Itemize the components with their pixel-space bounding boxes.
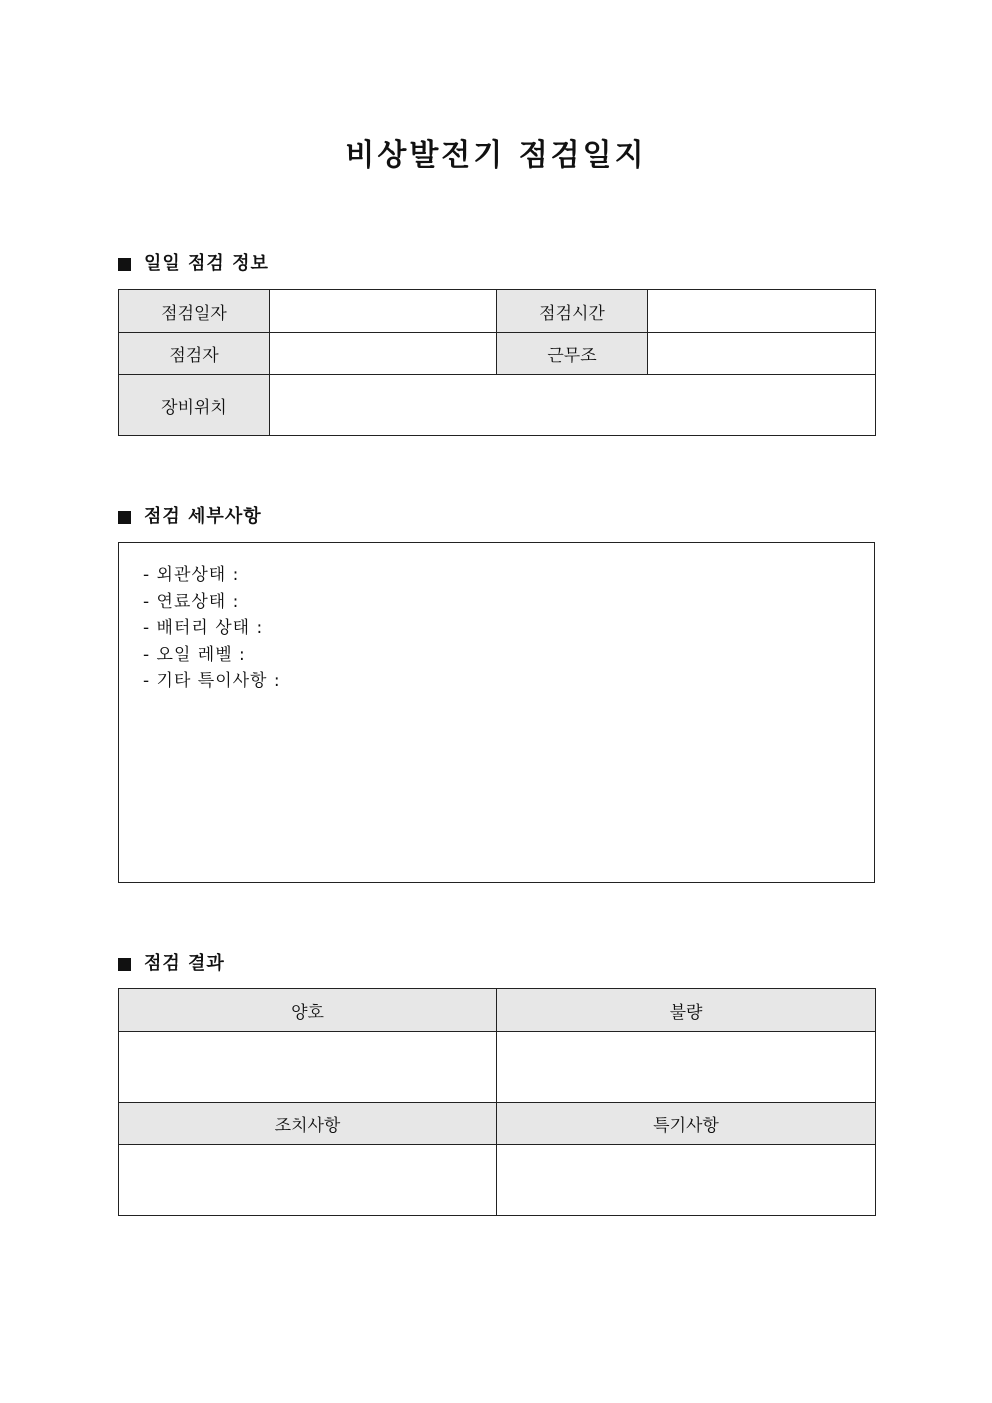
section-heading-daily-info <box>118 251 269 277</box>
list-item-oil-level: - 오일 레벨 : <box>143 644 246 665</box>
details-list <box>119 543 874 695</box>
action-field[interactable] <box>119 1145 497 1216</box>
table-row <box>119 1032 876 1103</box>
daily-info-table <box>118 289 876 436</box>
date-field[interactable] <box>270 290 497 333</box>
notes-header: 특기사항 <box>497 1103 876 1145</box>
inspector-label: 점검자 <box>119 333 270 375</box>
list-item-appearance: - 외관상태 : <box>143 565 240 585</box>
good-field[interactable] <box>119 1032 497 1103</box>
table-row <box>119 1145 876 1216</box>
section-title: 일일 점검 정보 <box>144 253 269 274</box>
square-bullet-icon <box>118 958 131 971</box>
good-header: 양호 <box>119 989 497 1032</box>
list-item-fuel: - 연료상태 : <box>143 591 240 612</box>
square-bullet-icon <box>118 258 131 271</box>
time-field[interactable] <box>648 290 876 333</box>
time-label: 점검시간 <box>497 290 648 333</box>
date-label: 점검일자 <box>119 290 270 333</box>
details-box[interactable] <box>118 542 875 883</box>
section-title: 점검 세부사항 <box>144 506 262 527</box>
square-bullet-icon <box>118 511 131 524</box>
table-row <box>119 333 876 375</box>
location-label: 장비위치 <box>119 375 270 436</box>
section-heading-details <box>118 504 262 530</box>
list-item-battery: - 배터리 상태 : <box>143 618 264 638</box>
location-field[interactable] <box>270 375 876 436</box>
section-heading-result <box>118 951 225 977</box>
page-title: 비상발전기 점검일지 <box>345 138 647 173</box>
table-row <box>119 989 876 1032</box>
shift-label: 근무조 <box>497 333 648 375</box>
table-row <box>119 375 876 436</box>
list-item-other-notes: - 기타 특이사항 : <box>143 671 281 691</box>
notes-field[interactable] <box>497 1145 876 1216</box>
section-title: 점검 결과 <box>144 953 225 974</box>
result-table <box>118 988 876 1216</box>
bad-header: 불량 <box>497 989 876 1032</box>
table-row <box>119 1103 876 1145</box>
inspector-field[interactable] <box>270 333 497 375</box>
shift-field[interactable] <box>648 333 876 375</box>
action-header: 조치사항 <box>119 1103 497 1145</box>
table-row <box>119 290 876 333</box>
bad-field[interactable] <box>497 1032 876 1103</box>
